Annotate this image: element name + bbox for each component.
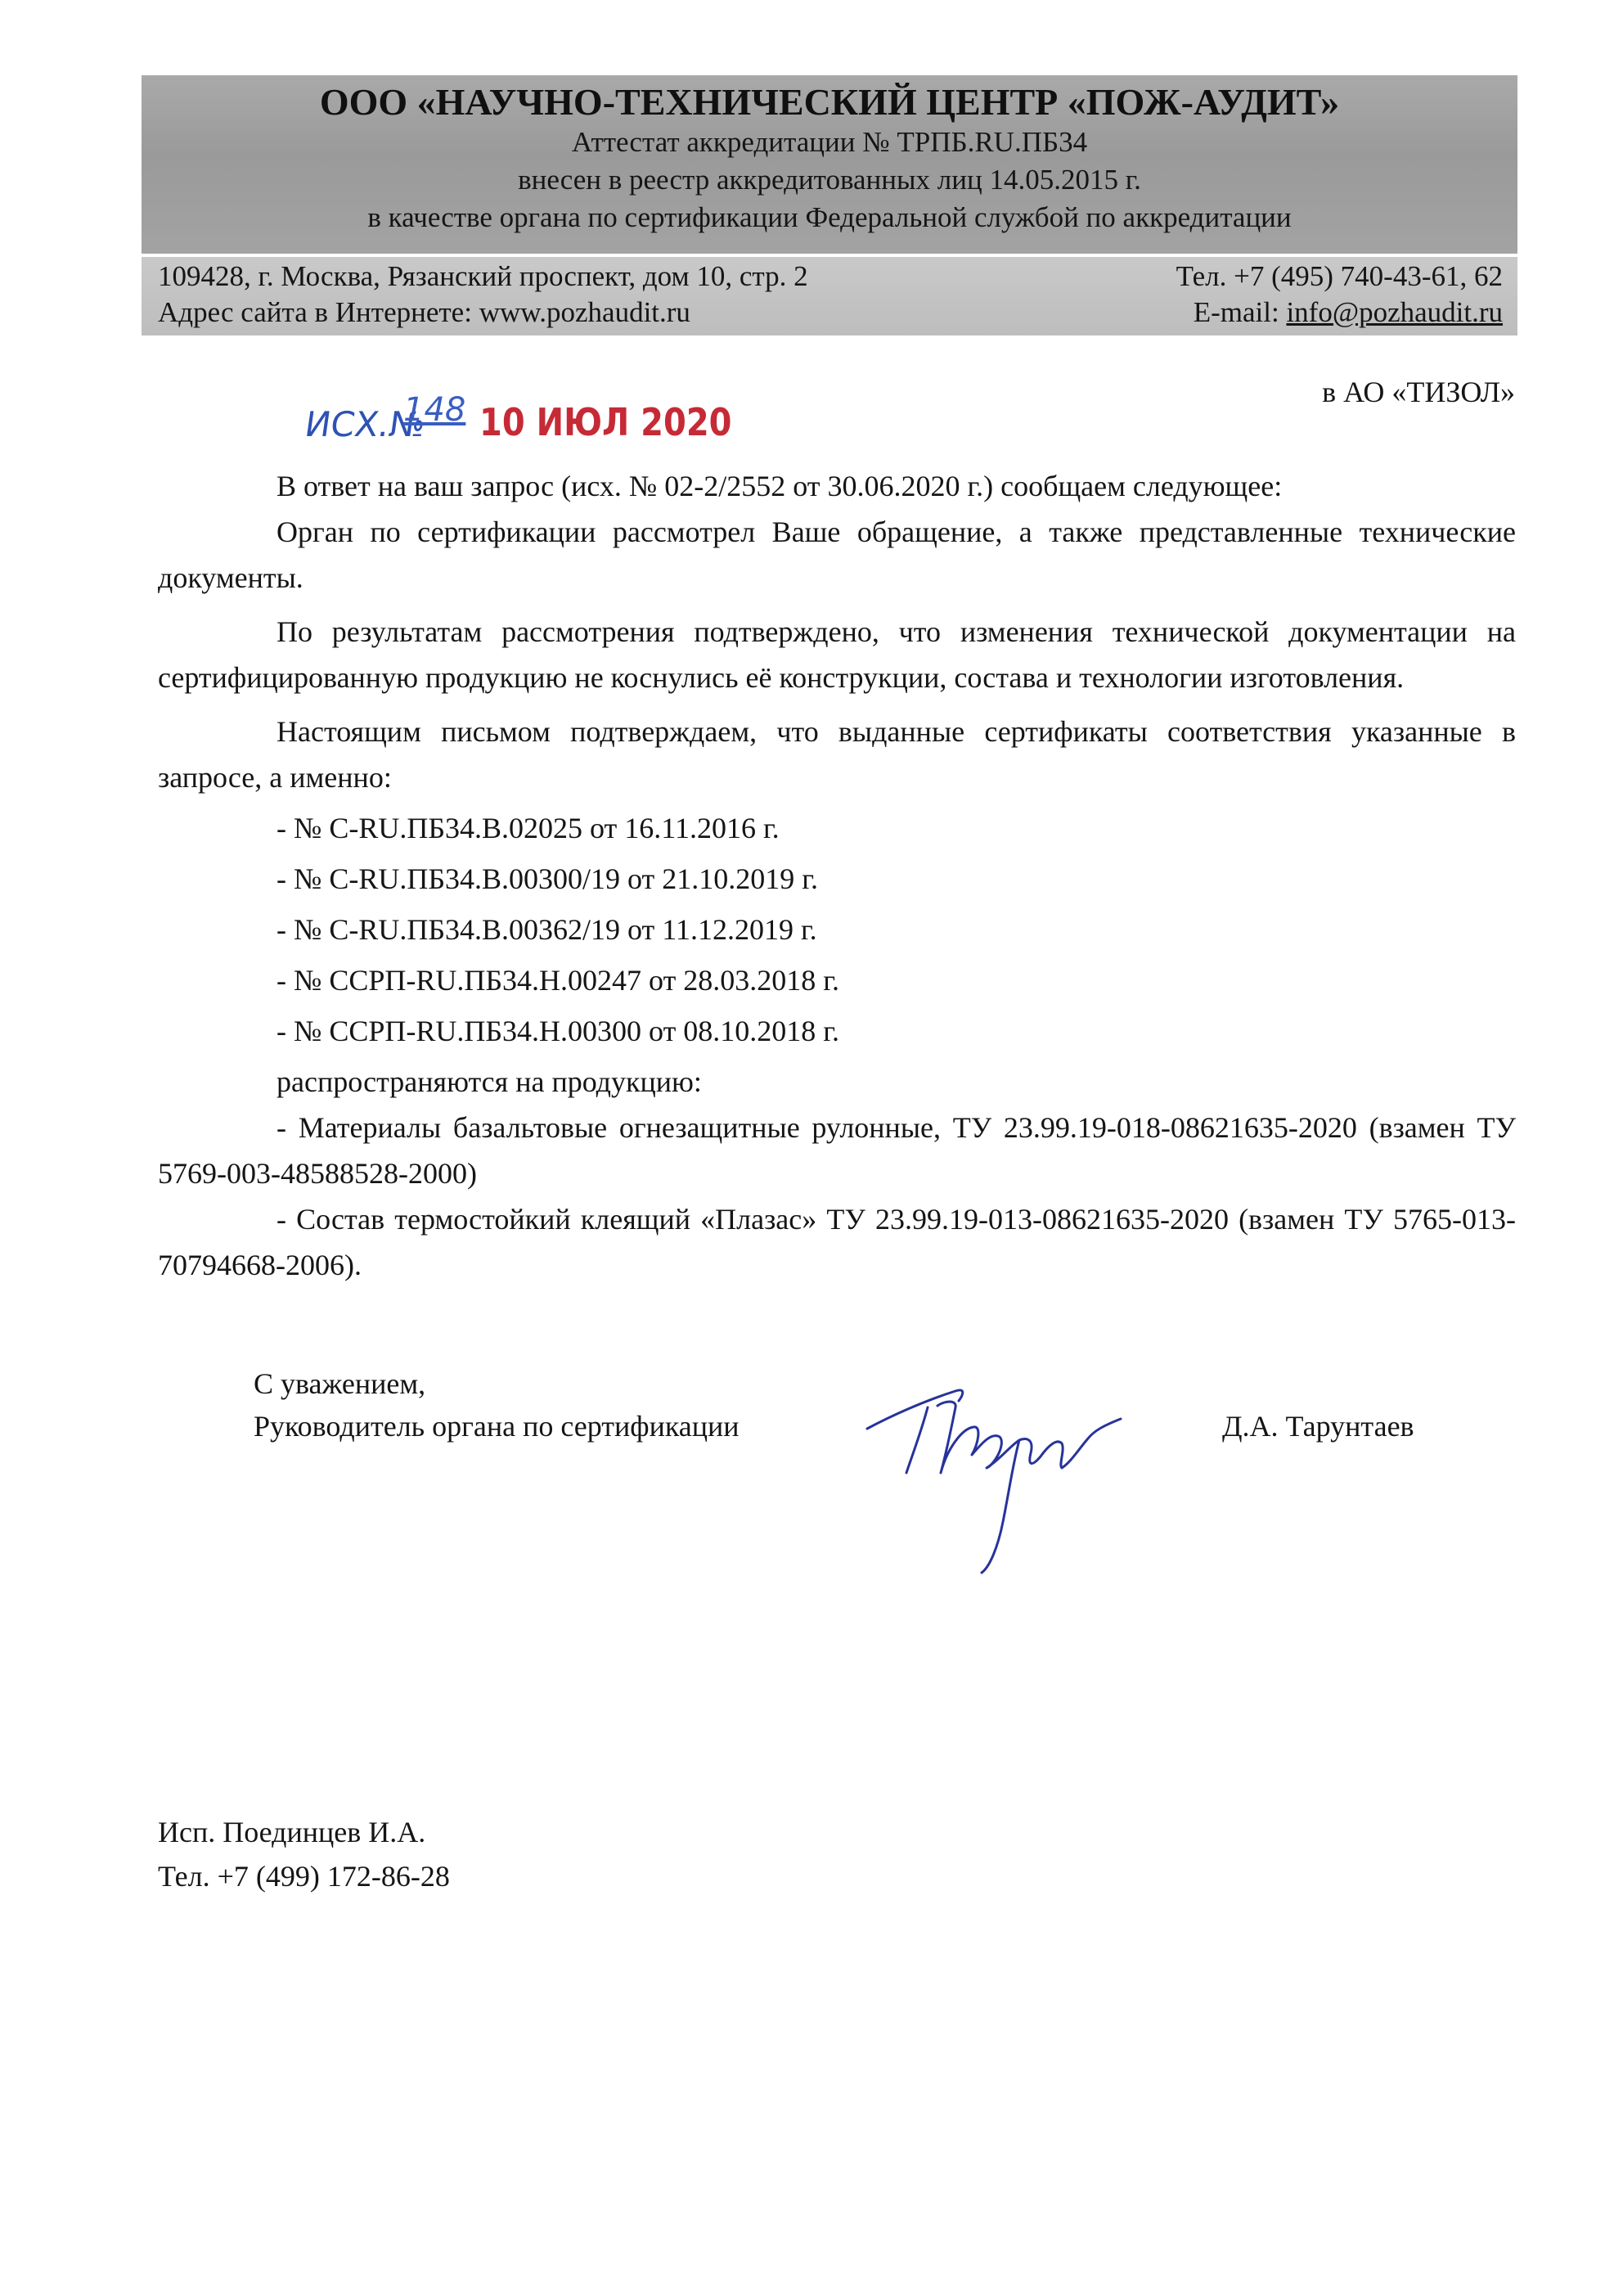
accreditation-line: Аттестат аккредитации № ТРПБ.RU.ПБ34 [571, 126, 1088, 158]
certificate-item: - № ССРП-RU.ПБ34.Н.00247 от 28.03.2018 г. [276, 964, 840, 997]
paragraph-scope: распространяются на продукцию: [276, 1065, 702, 1098]
outgoing-stamp-date: 10 ИЮЛ 2020 [479, 401, 732, 445]
paragraph-result: По результатам рассмотрения подтверждено, что изменения технической документации на сертифицированную продукцию не коснулись её конструкции, состава и технологии изготовления. [158, 615, 1516, 694]
certificate-item: - № С-RU.ПБ34.В.00300/19 от 21.10.2019 г. [276, 862, 818, 895]
paragraph-intro: В ответ на ваш запрос (исх. № 02-2/2552 от 30.06.2020 г.) сообщаем следующее: [276, 470, 1283, 502]
certificate-item: - № С-RU.ПБ34.В.02025 от 16.11.2016 г. [276, 812, 780, 844]
closing-greeting: С уважением, [254, 1367, 426, 1400]
phone-line: Тел. +7 (495) 740-43-61, 62 [1176, 260, 1503, 292]
letterhead-banner [142, 75, 1517, 254]
certificate-item: - № С-RU.ПБ34.В.00362/19 от 11.12.2019 г. [276, 913, 817, 946]
email-label: E-mail: [1193, 296, 1287, 328]
executor-phone: Тел. +7 (499) 172-86-28 [158, 1860, 450, 1893]
certificate-item: - № ССРП-RU.ПБ34.Н.00300 от 08.10.2018 г. [276, 1015, 840, 1047]
letterhead-contacts [142, 257, 1517, 335]
paragraph-confirmation: Настоящим письмом подтверждаем, что выданные сертификаты соответствия указанные в запросе, а именно: [158, 715, 1516, 794]
signatory-role: Руководитель органа по сертификации [254, 1410, 740, 1443]
product-item: - Состав термостойкий клеящий «Плазас» ТУ 23.99.19-013-08621635-2020 (взамен ТУ 5765-013-70794668-2006). [158, 1203, 1516, 1281]
organization-title: ООО «НАУЧНО-ТЕХНИЧЕСКИЙ ЦЕНТР «ПОЖ-АУДИТ» [319, 81, 1340, 123]
registry-line: внесен в реестр аккредитованных лиц 14.05.2015 г. [518, 164, 1141, 196]
postal-address: 109428, г. Москва, Рязанский проспект, дом 10, стр. 2 [158, 260, 808, 292]
addressee: в АО «ТИЗОЛ» [1322, 376, 1515, 408]
signatory-name: Д.А. Тарунтаев [1222, 1410, 1414, 1443]
executor-name: Исп. Поединцев И.А. [158, 1816, 426, 1848]
handwritten-signature [859, 1358, 1129, 1579]
letter-body [158, 463, 1516, 1288]
website-line: Адрес сайта в Интернете: www.pozhaudit.ru [158, 296, 690, 328]
product-item: - Материалы базальтовые огнезащитные рулонные, ТУ 23.99.19-018-08621635-2020 (взамен ТУ 5769-003-48588528-2000) [158, 1111, 1516, 1190]
outgoing-stamp-prefix: ИСХ.№ [302, 404, 429, 444]
email-line [1194, 296, 1503, 329]
paragraph-review: Орган по сертификации рассмотрел Ваше обращение, а также представленные технические документы. [158, 515, 1516, 594]
outgoing-stamp-number: 148 [403, 391, 466, 429]
authority-line: в качестве органа по сертификации Федеральной службой по аккредитации [367, 201, 1292, 233]
email-link[interactable]: info@pozhaudit.ru [1286, 296, 1503, 328]
